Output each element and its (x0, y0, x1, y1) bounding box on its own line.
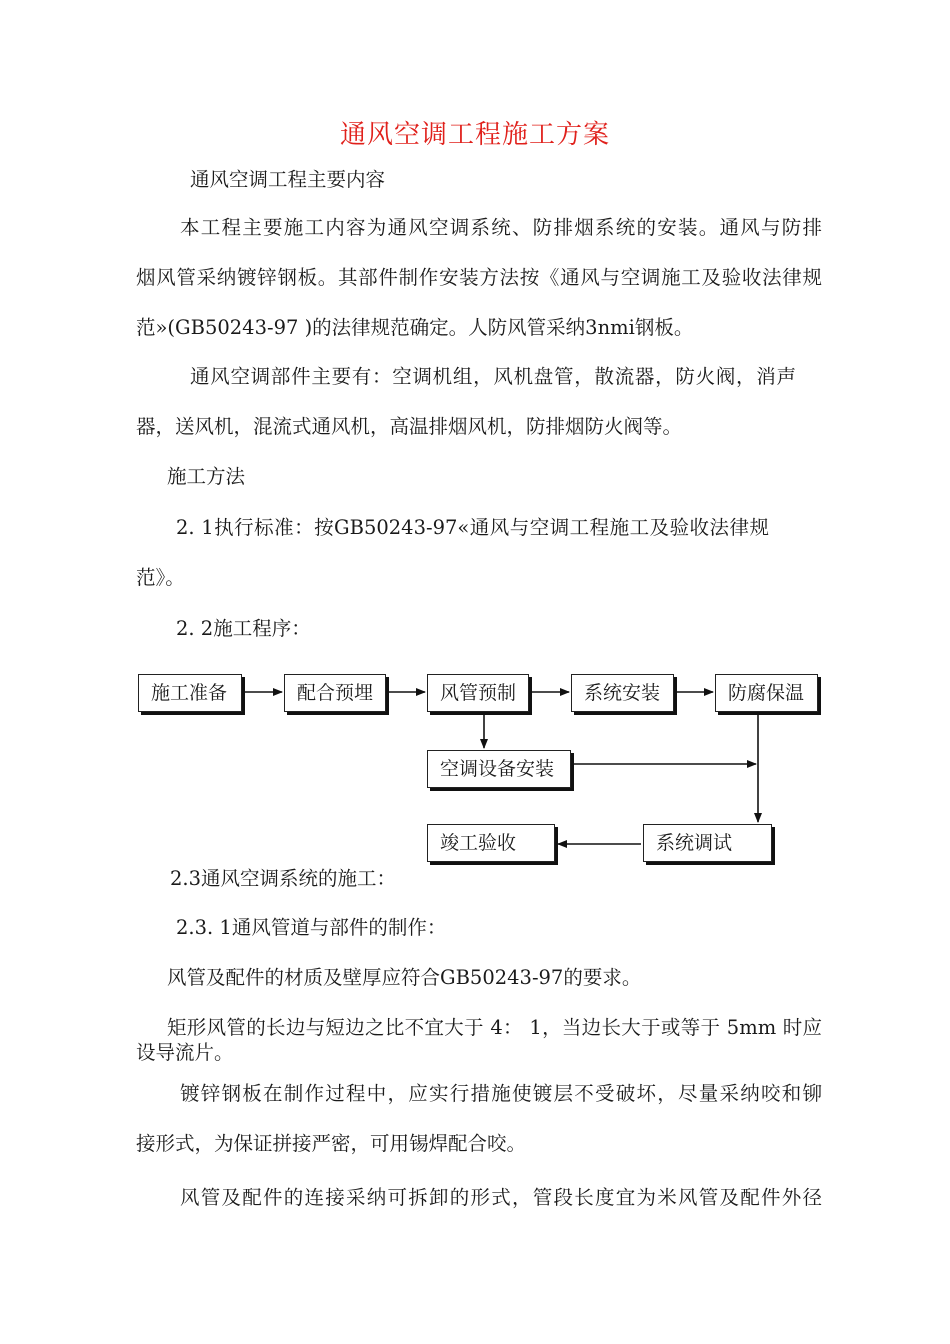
paragraph-line: 本工程主要施工内容为通风空调系统、防排烟系统的安装。通风与防排 (180, 216, 822, 239)
paragraph-line: 风管及配件的连接采纳可拆卸的形式，管段长度宜为米风管及配件外径 (180, 1186, 822, 1209)
subheading-construction-procedure: 2. 2施工程序： (176, 617, 311, 640)
paragraph-line: 矩形风管的长边与短边之比不宜大于 4： 1，当边长大于或等于 5mm 时应 (167, 1016, 822, 1039)
flow-step-anticorrosion-insulation: 防腐保温 (715, 674, 818, 712)
paragraph-line: 2. 1执行标准：按GB50243-97«通风与空调工程施工及验收法律规 (176, 516, 769, 539)
section-heading-main-content: 通风空调工程主要内容 (190, 168, 386, 191)
flow-step-system-install: 系统安装 (571, 674, 674, 712)
flow-step-completion-acceptance: 竣工验收 (427, 824, 555, 862)
flow-step-prep: 施工准备 (138, 674, 242, 712)
subheading-ac-system-construction: 2.3通风空调系统的施工： (170, 867, 397, 890)
flow-step-system-debug: 系统调试 (643, 824, 772, 862)
paragraph-line: 风管及配件的材质及壁厚应符合GB50243-97的要求。 (167, 966, 642, 989)
flow-step-embed: 配合预埋 (284, 674, 386, 712)
paragraph-line: 镀锌钢板在制作过程中，应实行措施使镀层不受破坏，尽量采纳咬和铆 (180, 1082, 822, 1105)
document-title: 通风空调工程施工方案 (339, 120, 610, 150)
subheading-duct-fabrication: 2.3. 1通风管道与部件的制作： (176, 916, 447, 939)
flow-step-duct-prefab: 风管预制 (427, 674, 529, 712)
paragraph-line: 器，送风机，混流式通风机，高温排烟风机，防排烟防火阀等。 (136, 415, 683, 438)
paragraph-line: 通风空调部件主要有：空调机组，风机盘管，散流器，防火阀，消声 (190, 365, 796, 388)
flow-step-ac-equipment-install: 空调设备安装 (427, 750, 571, 788)
paragraph-line: 范»(GB50243-97 )的法律规范确定。人防风管采纳3nmi钢板。 (136, 316, 694, 339)
paragraph-line: 烟风管采纳镀锌钢板。其部件制作安装方法按《通风与空调施工及验收法律规 (136, 266, 822, 289)
paragraph-line: 设导流片。 (136, 1041, 234, 1064)
section-heading-method: 施工方法 (167, 465, 246, 488)
paragraph-line: 接形式，为保证拼接严密，可用锡焊配合咬。 (136, 1132, 527, 1155)
paragraph-line: 范》。 (136, 566, 185, 589)
